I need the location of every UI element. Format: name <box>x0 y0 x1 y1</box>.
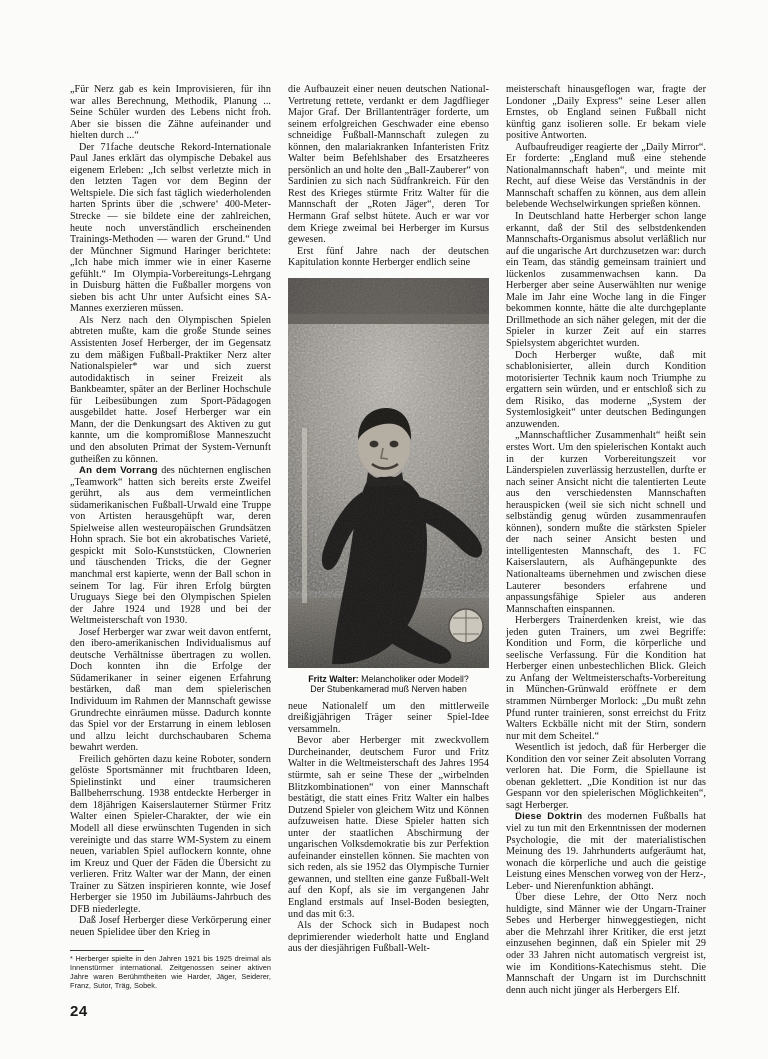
photo-fritz-walter <box>288 278 489 668</box>
page-content <box>70 84 706 996</box>
paragraph: Herbergers Trainerdenken kreist, wie das jeden guten Trainers, um zwei Begriffe: Kondition und Form, die körperliche und seelische Verfassung. Für die Kondition hat Herberger einen unbestechlichen Blick. Gleich zu Anfang der Weltmeisterschafts-Vorbereitung in München-Grünwald eröffnete er dem strammen Nürnberger Morlock: „Du mußt zehn Pfund runter trainieren, sonst erreichst du Fritz Walters Eckbälle nicht mit der Stirn, sondern nur mit dem Scheitel.“ <box>506 615 706 742</box>
paragraph: die Aufbauzeit einer neuen deutschen National-Vertretung rettete, verdankt er dem Jagdflieger Major Graf. Der Brillantenträger forderte, um seinem erfolgreichen Geschwader eine ebenso schneidige Fußball-Mannschaft zulegen zu können, den malariakranken Infanteristen Fritz Walter beim Befehlshaber des Ersatzheeres persönlich an und holte den „Ball-Zauberer“ von Sardinien zu sich nach Südfrankreich. Für den Rest des Krieges stürmte Fritz Walter für die Mannschaft der „Roten Jäger“, deren Tor Hermann Graf selbst hütete. Auch er war vor dem Kriege zweimal bei Herberger im Kursus gewesen. <box>288 84 489 246</box>
paragraph: Erst fünf Jahre nach der deutschen Kapitulation konnte Herberger endlich seine <box>288 245 489 269</box>
footnote-text: * Herberger spielte in den Jahren 1921 bis 1925 dreimal als Innenstürmer international. Zeitgenossen seiner aktiven Jahre waren Berühmtheiten wie Harder, Jäger, Seiderer, Franz, Sutor, Träg, Sobek. <box>70 954 271 990</box>
paragraph: „Für Nerz gab es kein Improvisieren, für ihn war alles Berechnung, Methodik, Planung ... Seine Schüler wurden des Lebens nicht froh. Aber sie bissen die Zähne aufeinander und hielten durch ...“ <box>70 84 271 142</box>
paragraph-body: des nüchternen englischen „Teamwork“ hatten sich bereits erste Zweifel gerührt, als aus dem vermeintlichen südamerikanischen Fußball-Urwald eine Truppe von Artisten herausgehüpft war, deren Spielweise allen westeuropäischen Grundsätzen Hohn sprach. Sie bot ein akrobatisches Varieté, gespickt mit Solo-Kunststücken, Clownerien und täuschenden Tricks, die der Gegner manchmal erst kapierte, wenn der Ball schon in seinem Tor lag. Für ihren Erfolg bürgten Uruguays Siege bei den Olympischen Spielen der Jahre 1924 und 1928 und bei der Weltmeisterschaft von 1930. <box>70 465 271 627</box>
paragraph: In Deutschland hatte Herberger schon lange erkannt, daß der Stil des selbstdenkenden Mannschafts-Organismus absolut verläßlich nur auf die ungarische Art durchzusetzen war: durch ein Team, das ständig gemeinsam trainiert und lückenlos zusammenwachsen kann. Da Herberger aber seine Auserwählten nur wenige Male im Jahr eine Woche lang in die Finger bekommen konnte, hätte die alte durchgeplante Drillmethode an sich näher gelegen, mit der die Spieler in kurzer Zeit auf ein starres Spielsystem abgerichtet wurden. <box>506 211 706 350</box>
caption-text: Melancholiker oder Modell? <box>358 673 469 684</box>
column-right <box>506 84 706 996</box>
paragraph: Bevor aber Herberger mit zweckvollem Durcheinander, deutschem Furor und Fritz Walter in die Weltmeisterschaft des Jahres 1954 stürmte, sah er seine These der „wirbelnden Blitzkombinationen“ von einer Mannschaft bestätigt, die statt eines Fritz Walter ein halbes Dutzend Spieler von gleichem Witz und Können aufzuweisen hatte. Diese Spieler hatten sich unter der staatlichen Abschirmung der ungarischen Volksdemokratie bis zur Perfektion aufeinander einstellen können. Sie machten von sich reden, als sie 1952 das Olympische Turnier gewannen, und stellten eine ganze Fußball-Welt auf den Kopf, als sie im vergangenen Jahr England erstmals auf Insel-Boden besiegten, und das mit 6:3. <box>288 735 489 920</box>
paragraph: Daß Josef Herberger diese Verkörperung einer neuen Spielidee über den Krieg in <box>70 915 271 938</box>
paragraph: neue Nationalelf um den mittlerweile dreißigjährigen Träger seiner Spiel-Idee versammeln. <box>288 700 489 735</box>
caption-second-line: Der Stubenkamerad muß Nerven haben <box>310 684 467 695</box>
figure <box>288 278 489 695</box>
paragraph: Josef Herberger war zwar weit davon entfernt, den ibero-amerikanischen Individualismus auf deutsche Verhältnisse übertragen zu wollen. Doch konnten ihn die Erfolge der Südamerikaner in seiner eigenen Erfahrung bestärken, daß man dem spielerischen Individuum im Rahmen der Mannschaft gewisse Grundrechte einräumen müsse. Dadurch konnte das Spiel vor der Erstarrung in einem leblosen und allzu leicht durchschaubaren Schema bewahrt werden. <box>70 626 271 754</box>
paragraph: Als der Schock sich in Budapest noch deprimierender wiederholt hatte und England aus der diesjährigen Fußball-Welt- <box>288 920 489 955</box>
photo-illustration <box>288 278 489 668</box>
paragraph: Wesentlich ist jedoch, daß für Herberger die Kondition den vor seiner Zeit absoluten Vorrang verloren hat. Die Form, die Spiellaune ist obenan geklettert. „Die Kondition ist nur das Gespann vor den spielerischen Möglichkeiten“, sagt Herberger. <box>506 742 706 811</box>
caption-subject: Fritz Walter: <box>308 673 359 684</box>
bold-lead-in: An dem Vorrang <box>79 465 158 477</box>
column-middle <box>288 84 489 955</box>
paragraph: Der 71fache deutsche Rekord-Internationale Paul Janes erklärt das olympische Debakel aus eigenem Erleben: „Ich selbst verletzte mich in den letzten Tagen vor dem Beginn der Weltspiele. Die sich fast täglich wiederholenden harten Sprints über die ‚schwere‘ 400-Meter-Strecke — sie bildete eine der zahlreichen, heute noch unverständlich erscheinenden Trainings-Methoden — waren der Grund.“ Und der Münchner Sigmund Haringer berichtete: „Ich habe mich immer wie in einer Kaserne gefühlt.“ Im Olympia-Vorbereitungs-Lehrgang in Duisburg hätten die Fußballer morgens von sieben bis acht Uhr unter Aufsicht eines SA-Mannes exerzieren müssen. <box>70 141 271 315</box>
paragraph: Freilich gehörten dazu keine Roboter, sondern gelöste Sportsmänner mit fruchtbaren Ideen, Spielinstinkt und einer traumsicheren Ballbeherrschung. 1938 entdeckte Herberger in dem 18jährigen Kaiserslauterner Stürmer Fritz Walter einen Spieler-Charakter, der wie ein Modell all diese erwünschten Tugenden in sich vereinigte und das starre WM-System zu einem neuen, variablen Spiel auflockern konnte, ohne im Kreuz und Quer der Fäden die Übersicht zu verlieren. Fritz Walter war der Mann, der einen Trainer zu Sätzen inspirieren konnte, wie Josef Herberger sie 1950 im Jubiläums-Jahrbuch des DFB niederlegte. <box>70 753 271 915</box>
paragraph-body: des modernen Fußballs hat viel zu tun mit den Erkenntnissen der modernen Psychologie, die mit der materialistischen Meinung des 19. Jahrhunderts aufgeräumt hat, wonach die körperliche und auch die geistige Leistung eines Menschen vorweg von der Herz-, Leber- und Nierenfunktion abhängt. <box>506 811 706 892</box>
paragraph-with-bold-lead <box>506 811 706 892</box>
bold-lead-in: Diese Doktrin <box>515 811 583 823</box>
paragraph: Aufbaufreudiger reagierte der „Daily Mirror“. Er forderte: „England muß eine stehende Nationalmannschaft haben“, und meinte mit Recht, auf diese Weise das Verständnis in der Mannschaft schaffen zu können, aus dem allein belebende Wechselwirkungen sprießen können. <box>506 141 706 211</box>
column-left <box>70 84 271 990</box>
paragraph-with-bold-lead <box>70 465 271 627</box>
figure-caption <box>288 674 489 695</box>
paragraph: Doch Herberger wußte, daß mit schablonisierter, allein durch Kondition motorisierter Technik kaum noch Triumphe zu ergattern sein würden, und er entschloß sich zu dem Risiko, das moderne „System der Systemlosigkeit“ unter deutschen Bedingungen anzuwenden. <box>506 349 706 430</box>
three-column-layout <box>70 84 706 996</box>
paragraph: Über diese Lehre, der Otto Nerz noch huldigte, sind Männer wie der Ungarn-Trainer Sebes und Herberger hinweggestiegen, nicht aber die Mehrzahl ihrer Kritiker, die erst jetzt einzusehen beginnen, daß ein Spieler mit 29 oder 33 Jahren nicht automatisch vergreist ist, wie im Konditions-Katechismus steht. Die Mannschaft der Ungarn ist im Durchschnitt denn auch nicht jünger als Herbergers Elf. <box>506 892 706 996</box>
page-number: 24 <box>70 1003 88 1020</box>
paragraph: Als Nerz nach den Olympischen Spielen abtreten mußte, kam die große Stunde seines Assistenten Josef Herberger, der im Gegensatz zu dem mäßigen Fußball-Praktiker Nerz alter Nationalspieler* war und sich zuerst autodidaktisch in seiner Freizeit als Bankbeamter, später an der Berliner Hochschule für Leibesübungen zum Sport-Pädagogen ausgebildet hatte. Josef Herberger war ein Mann, der die Denkungsart des Aktiven zu gut kannte, um die kompromißlose Manneszucht und den absoluten Primat der System-Vernunft gutheißen zu können. <box>70 314 271 465</box>
paragraph: „Mannschaftlicher Zusammenhalt“ heißt sein erstes Wort. Um den spielerischen Kontakt auch in der kurzen Vorbereitungszeit vor Länderspielen zuverlässig herzustellen, durfte er nach seiner Ansicht nicht die talentierten Leute aus den verschiedensten Mannschaften herauspicken (weil sie sich nicht schnell und selbständig genug würden zusammenraufen können), sondern mußte die stärksten Spieler der nach seiner Ansicht besten und intelligentesten Mannschaft, des 1. FC Kaiserslautern, als Aufhängepunkte des Nationalteams übernehmen und zwischen diese Lauterer besonders erfahrene und anpassungsfähige Spieler aus anderen Mannschaften einspannen. <box>506 430 706 615</box>
footnote-divider <box>70 950 144 951</box>
paragraph: meisterschaft hinausgeflogen war, fragte der Londoner „Daily Express“ seine Leser allen Ernstes, ob England seinen Fußball nicht künftig ganz isolieren solle. Er bekam viele positive Antworten. <box>506 84 706 142</box>
